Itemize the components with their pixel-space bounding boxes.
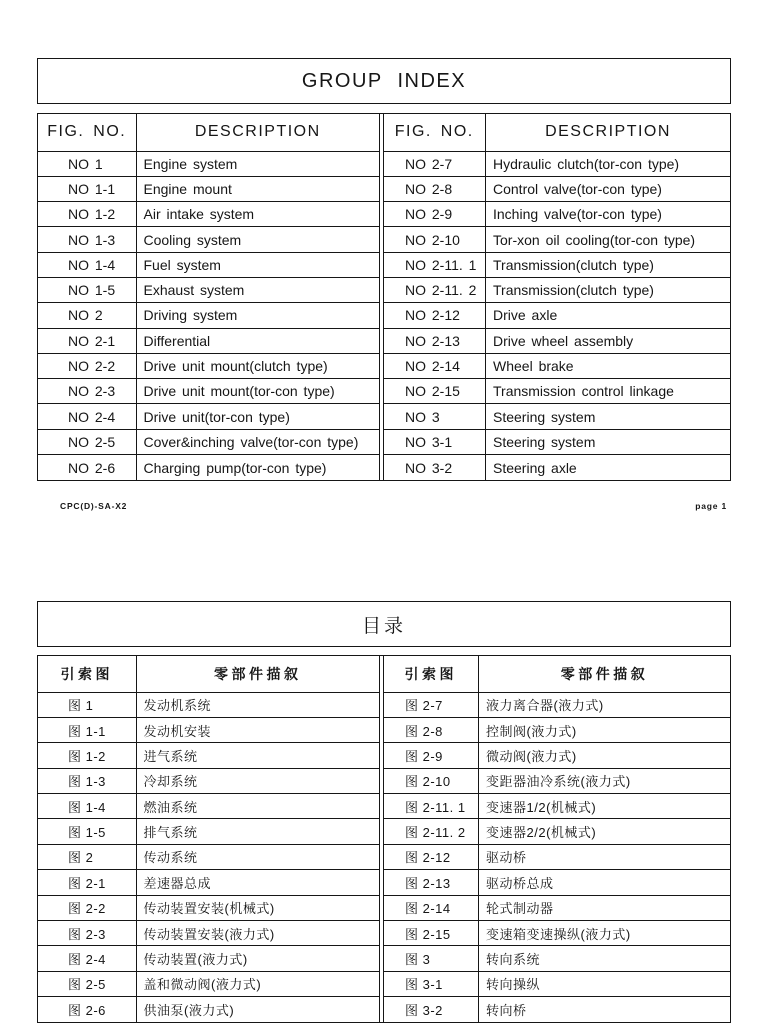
description-cell: 驱动桥总成 <box>479 870 731 895</box>
table-row <box>384 379 731 404</box>
catalog-table <box>37 655 731 1023</box>
table-row <box>384 794 731 819</box>
table-row <box>38 429 379 454</box>
index-table-left <box>38 114 379 480</box>
description-cell: Hydraulic clutch(tor-con type) <box>486 151 731 176</box>
table-row <box>38 819 379 844</box>
group-index-table <box>37 113 731 481</box>
fig-no-header: 引索图 <box>60 665 113 682</box>
table-row <box>384 870 731 895</box>
table-row <box>384 303 731 328</box>
table-row <box>384 252 731 277</box>
fig-no-cell: 图 2-3 <box>38 920 136 945</box>
fig-no-header: FIG. NO. <box>47 123 127 141</box>
description-cell: 变速器1/2(机械式) <box>479 794 731 819</box>
description-cell: Wheel brake <box>486 353 731 378</box>
description-cell: 变距器油冷系统(液力式) <box>479 768 731 793</box>
description-cell: Exhaust system <box>136 277 379 302</box>
fig-no-cell: 图 2-4 <box>38 946 136 971</box>
table-row <box>38 303 379 328</box>
description-cell: Drive wheel assembly <box>486 328 731 353</box>
description-cell: Transmission control linkage <box>486 379 731 404</box>
header-row <box>384 114 731 151</box>
fig-no-cell: NO 3 <box>384 404 486 429</box>
index-table-right-half <box>383 114 731 480</box>
description-cell: 差速器总成 <box>136 870 379 895</box>
description-header: 零部件描叙 <box>479 656 731 692</box>
description-cell: 供油泵(液力式) <box>136 997 379 1023</box>
fig-no-cell: 图 2-5 <box>38 971 136 996</box>
table-row <box>384 227 731 252</box>
fig-no-cell: 图 2-7 <box>384 692 479 717</box>
document-code: CPC(D)-SA-X2 <box>60 501 128 511</box>
catalog-table-right <box>384 656 731 1022</box>
fig-no-cell: NO 2-7 <box>384 151 486 176</box>
fig-no-cell: NO 2-15 <box>384 379 486 404</box>
description-cell: Driving system <box>136 303 379 328</box>
fig-no-cell: NO 2-5 <box>38 429 136 454</box>
fig-no-cell: NO 1-4 <box>38 252 136 277</box>
description-cell: Control valve(tor-con type) <box>486 176 731 201</box>
description-cell: 传动装置(液力式) <box>136 946 379 971</box>
description-cell: Engine system <box>136 151 379 176</box>
table-row <box>384 971 731 996</box>
fig-no-header: FIG. NO. <box>394 123 474 141</box>
table-row <box>38 692 379 717</box>
fig-no-cell: 图 3-2 <box>384 997 479 1023</box>
description-cell: 传动装置安装(机械式) <box>136 895 379 920</box>
table-row <box>384 717 731 742</box>
description-cell: Charging pump(tor-con type) <box>136 455 379 480</box>
fig-no-cell: 图 2-6 <box>38 997 136 1023</box>
table-row <box>38 971 379 996</box>
description-cell: Drive unit mount(clutch type) <box>136 353 379 378</box>
catalog-table-left <box>38 656 379 1022</box>
table-row <box>38 717 379 742</box>
description-cell: Steering system <box>486 404 731 429</box>
table-row <box>384 920 731 945</box>
fig-no-cell: NO 3-2 <box>384 455 486 480</box>
fig-no-cell: 图 2-9 <box>384 743 479 768</box>
header-row <box>384 656 731 692</box>
description-cell: Steering system <box>486 429 731 454</box>
fig-no-cell: 图 2-2 <box>38 895 136 920</box>
fig-no-cell: 图 1-1 <box>38 717 136 742</box>
fig-no-cell: NO 2-3 <box>38 379 136 404</box>
description-header: DESCRIPTION <box>136 114 379 151</box>
table-row <box>38 743 379 768</box>
fig-no-cell: 图 1-5 <box>38 819 136 844</box>
table-row <box>384 946 731 971</box>
catalog-table-left-half <box>38 656 380 1022</box>
fig-no-cell: 图 1-4 <box>38 794 136 819</box>
description-cell: Differential <box>136 328 379 353</box>
description-cell: Drive unit mount(tor-con type) <box>136 379 379 404</box>
table-row <box>38 794 379 819</box>
fig-no-cell: 图 2-10 <box>384 768 479 793</box>
table-row <box>38 946 379 971</box>
fig-no-cell: NO 2-1 <box>38 328 136 353</box>
table-row <box>38 252 379 277</box>
description-cell: 液力离合器(液力式) <box>479 692 731 717</box>
fig-no-cell: NO 2-13 <box>384 328 486 353</box>
description-cell: 控制阀(液力式) <box>479 717 731 742</box>
description-cell: Cooling system <box>136 227 379 252</box>
index-table-left-half <box>38 114 380 480</box>
table-row <box>38 844 379 869</box>
table-row <box>38 920 379 945</box>
table-row <box>38 202 379 227</box>
table-row <box>38 353 379 378</box>
fig-no-cell: 图 2-8 <box>384 717 479 742</box>
table-row <box>384 151 731 176</box>
description-cell: 微动阀(液力式) <box>479 743 731 768</box>
table-row <box>384 455 731 480</box>
description-cell: 变速器2/2(机械式) <box>479 819 731 844</box>
table-row <box>38 151 379 176</box>
table-row <box>384 353 731 378</box>
table-row <box>384 176 731 201</box>
fig-no-cell: NO 2-10 <box>384 227 486 252</box>
table-row <box>38 895 379 920</box>
index-table-right <box>384 114 731 480</box>
fig-no-cell: NO 2-2 <box>38 353 136 378</box>
description-cell: Air intake system <box>136 202 379 227</box>
fig-no-cell: 图 2-11. 2 <box>384 819 479 844</box>
table-row <box>38 176 379 201</box>
table-row <box>384 404 731 429</box>
description-header: 零部件描叙 <box>136 656 379 692</box>
fig-no-cell: 图 3-1 <box>384 971 479 996</box>
table-row <box>384 277 731 302</box>
table-row <box>384 202 731 227</box>
table-row <box>38 455 379 480</box>
page-title: GROUP INDEX <box>301 69 467 92</box>
description-cell: Engine mount <box>136 176 379 201</box>
table-row <box>38 404 379 429</box>
description-cell: Drive unit(tor-con type) <box>136 404 379 429</box>
table-row <box>38 997 379 1023</box>
table-row <box>384 895 731 920</box>
fig-no-cell: NO 2-12 <box>384 303 486 328</box>
header-row <box>38 114 379 151</box>
description-cell: 发动机系统 <box>136 692 379 717</box>
fig-no-cell: NO 1-2 <box>38 202 136 227</box>
catalog-title-box <box>37 601 731 647</box>
description-cell: Fuel system <box>136 252 379 277</box>
fig-no-cell: 图 2 <box>38 844 136 869</box>
table-row <box>38 379 379 404</box>
description-cell: Cover&inching valve(tor-con type) <box>136 429 379 454</box>
fig-no-cell: 图 2-1 <box>38 870 136 895</box>
fig-no-cell: NO 1-3 <box>38 227 136 252</box>
description-header: DESCRIPTION <box>486 114 731 151</box>
fig-no-cell: NO 2-6 <box>38 455 136 480</box>
fig-no-cell: 图 2-11. 1 <box>384 794 479 819</box>
fig-no-cell: 图 2-15 <box>384 920 479 945</box>
table-row <box>38 227 379 252</box>
table-row <box>38 328 379 353</box>
description-cell: 盖和微动阀(液力式) <box>136 971 379 996</box>
fig-no-cell: NO 2-14 <box>384 353 486 378</box>
fig-no-cell: NO 1 <box>38 151 136 176</box>
table-row <box>384 328 731 353</box>
table-row <box>38 870 379 895</box>
fig-no-cell: NO 2-11. 1 <box>384 252 486 277</box>
table-row <box>384 743 731 768</box>
description-cell: 变速箱变速操纵(液力式) <box>479 920 731 945</box>
fig-no-cell: NO 2-11. 2 <box>384 277 486 302</box>
table-row <box>384 768 731 793</box>
fig-no-cell: 图 1-3 <box>38 768 136 793</box>
table-row <box>384 429 731 454</box>
fig-no-cell: NO 2-4 <box>38 404 136 429</box>
fig-no-cell: 图 2-14 <box>384 895 479 920</box>
catalog-title: 目录 <box>361 615 406 637</box>
table-row <box>384 997 731 1023</box>
table-row <box>384 819 731 844</box>
fig-no-cell: 图 2-13 <box>384 870 479 895</box>
fig-no-cell: 图 1 <box>38 692 136 717</box>
group-index-title-box <box>37 58 731 104</box>
description-cell: 排气系统 <box>136 819 379 844</box>
page-number: page 1 <box>695 501 727 511</box>
description-cell: 转向桥 <box>479 997 731 1023</box>
fig-no-cell: 图 2-12 <box>384 844 479 869</box>
description-cell: Steering axle <box>486 455 731 480</box>
description-cell: Tor-xon oil cooling(tor-con type) <box>486 227 731 252</box>
description-cell: 冷却系统 <box>136 768 379 793</box>
description-cell: 传动装置安装(液力式) <box>136 920 379 945</box>
table-row <box>384 844 731 869</box>
fig-no-header: 引索图 <box>404 665 457 682</box>
fig-no-cell: NO 1-5 <box>38 277 136 302</box>
header-row <box>38 656 379 692</box>
table-row <box>38 768 379 793</box>
fig-no-cell: NO 2-9 <box>384 202 486 227</box>
description-cell: Transmission(clutch type) <box>486 252 731 277</box>
table-row <box>384 692 731 717</box>
catalog-table-right-half <box>383 656 731 1022</box>
description-cell: 轮式制动器 <box>479 895 731 920</box>
description-cell: Drive axle <box>486 303 731 328</box>
description-cell: 传动系统 <box>136 844 379 869</box>
description-cell: 转向操纵 <box>479 971 731 996</box>
description-cell: 转向系统 <box>479 946 731 971</box>
description-cell: Inching valve(tor-con type) <box>486 202 731 227</box>
fig-no-cell: 图 3 <box>384 946 479 971</box>
fig-no-cell: NO 2-8 <box>384 176 486 201</box>
description-cell: Transmission(clutch type) <box>486 277 731 302</box>
fig-no-cell: NO 2 <box>38 303 136 328</box>
table-row <box>38 277 379 302</box>
description-cell: 进气系统 <box>136 743 379 768</box>
fig-no-cell: 图 1-2 <box>38 743 136 768</box>
fig-no-cell: NO 1-1 <box>38 176 136 201</box>
description-cell: 发动机安装 <box>136 717 379 742</box>
description-cell: 驱动桥 <box>479 844 731 869</box>
fig-no-cell: NO 3-1 <box>384 429 486 454</box>
description-cell: 燃油系统 <box>136 794 379 819</box>
